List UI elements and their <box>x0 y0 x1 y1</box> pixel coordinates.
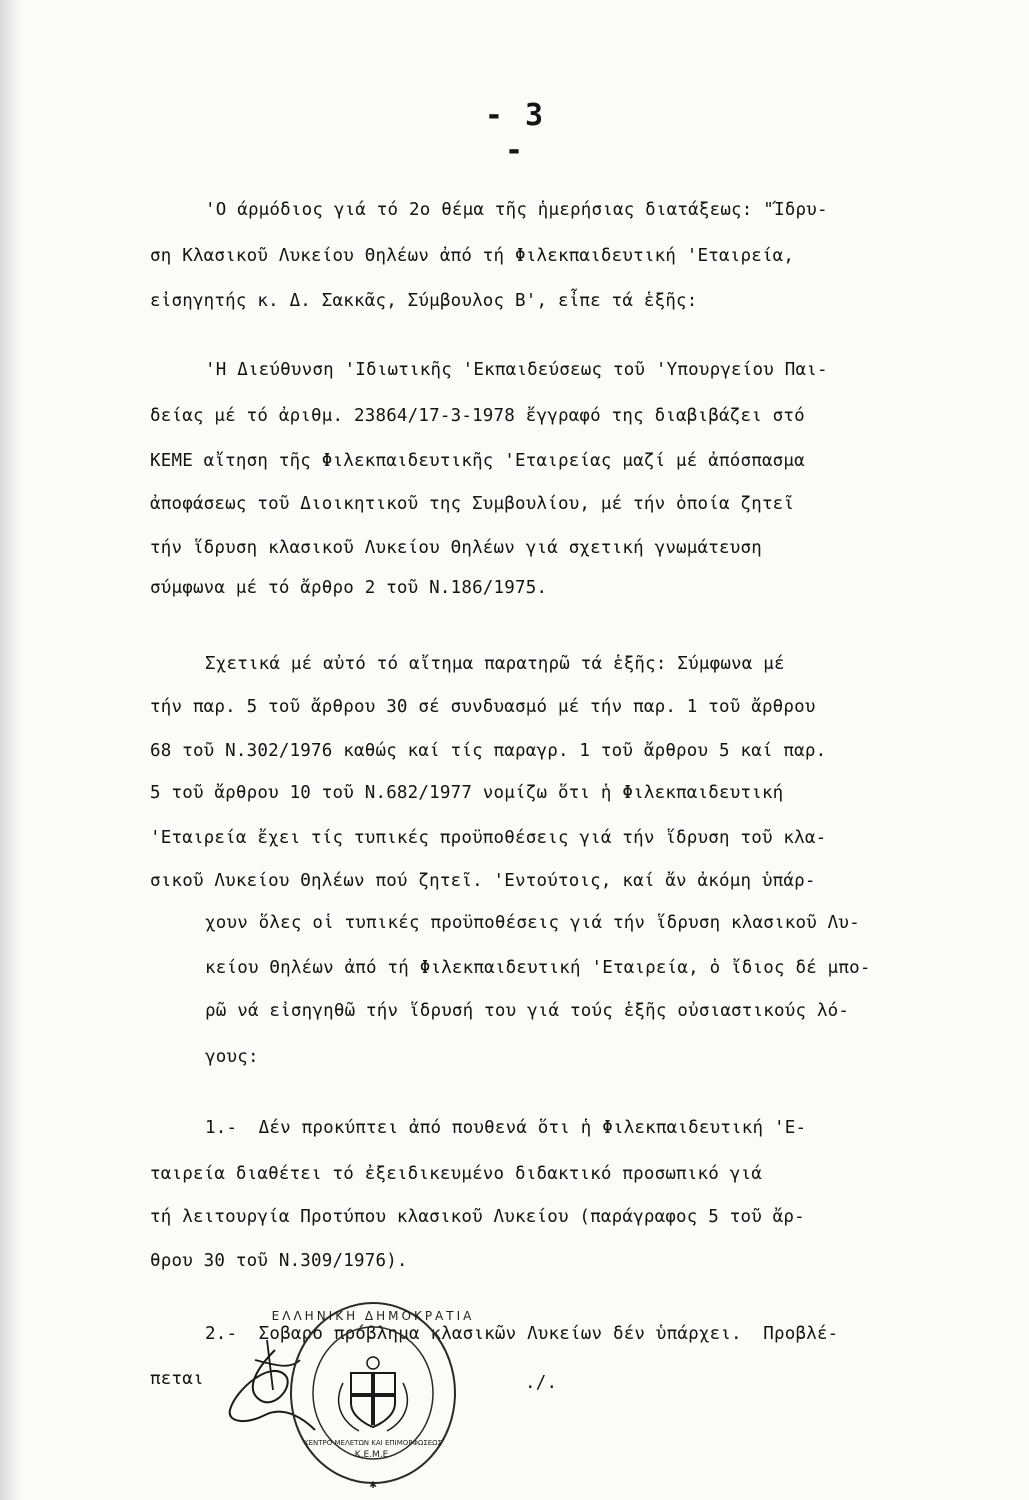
para2-line-9: ρῶ νά εἰσηγηθῶ τήν ἵδρυσή του γιά τούς ἑξῆς οὐσιαστικούς λό- <box>205 1001 850 1021</box>
official-seal-icon <box>271 1295 475 1491</box>
para1-line-1: 'Η Διεύθυνση 'Ιδιωτικῆς 'Εκπαιδεύσεως τοῦ 'Υπουργείου Παι- <box>205 360 828 380</box>
point2-line-2: πεται <box>150 1369 204 1389</box>
seal-inner-text: ΚΕΝΤΡΟ ΜΕΛΕΤΩΝ ΚΑΙ ΕΠΙΜΟΡΦΩΣΕΩΣ <box>304 1439 442 1447</box>
seal-abbrev: Κ.Ε.Μ.Ε. <box>354 1450 392 1460</box>
para2-line-3: 68 τοῦ Ν.302/1976 καθώς καί τίς παραγρ. 1 τοῦ ἄρθρου 5 καί παρ. <box>150 741 827 761</box>
point1-line-3: τή λειτουργία Προτύπου κλασικοῦ Λυκείου (παράγραφος 5 τοῦ ἄρ- <box>150 1207 805 1227</box>
para2-line-5: 'Εταιρεία ἔχει τίς τυπικές προϋποθέσεις γιά τήν ἵδρυση τοῦ κλα- <box>150 828 827 848</box>
seal-outer-text: ΕΛΛΗΝΙΚΗ ΔΗΜΟΚΡΑΤΙΑ <box>271 1309 475 1323</box>
para2-line-8: κείου Θηλέων ἀπό τή Φιλεκπαιδευτική 'Εταιρεία, ὁ ἴδιος δέ μπο- <box>205 958 871 978</box>
para1-line-2: δείας μέ τό ἀριθμ. 23864/17-3-1978 ἔγγραφό της διαβιβάζει στό <box>150 406 805 426</box>
para2-line-4: 5 τοῦ ἄρθρου 10 τοῦ Ν.682/1977 νομίζω ὅτι ἡ Φιλεκπαιδευτική <box>150 783 784 803</box>
intro-line-1: 'Ο άρμόδιος γιά τό 2ο θέμα τῆς ἡμερήσιας διατάξεως: "Ίδρυ- <box>205 200 828 220</box>
para2-line-1: Σχετικά μέ αὐτό τό αἴτημα παρατηρῶ τά ἑξῆς: Σύμφωνα μέ <box>205 654 785 674</box>
intro-line-2: ση Κλασικοῦ Λυκείου Θηλέων ἀπό τή Φιλεκπαιδευτική 'Εταιρεία, <box>150 246 795 266</box>
para2-line-2: τήν παρ. 5 τοῦ ἄρθρου 30 σέ συνδυασμό μέ τήν παρ. 1 τοῦ ἄρθρου <box>150 697 816 717</box>
para2-line-10: γους: <box>205 1047 259 1067</box>
continuation-mark: ./. <box>525 1373 558 1393</box>
para1-line-4: ἀποφάσεως τοῦ Διοικητικοῦ της Συμβουλίου, μέ τήν ὁποία ζητεῖ <box>150 494 795 514</box>
point1-line-1: 1.- Δέν προκύπτει ἀπό πουθενά ὅτι ἡ Φιλεκπαιδευτική 'Ε- <box>205 1118 807 1138</box>
intro-line-3: εἰσηγητής κ. Δ. Σακκᾶς, Σύμβουλος Β', εἶπε τά ἑξῆς: <box>150 291 698 311</box>
para2-line-7: χουν ὅλες οἱ τυπικές προϋποθέσεις γιά τήν ἵδρυση κλασικοῦ Λυ- <box>205 913 860 933</box>
para1-line-6: σύμφωνα μέ τό ἄρθρο 2 τοῦ Ν.186/1975. <box>150 578 548 598</box>
point1-line-2: ταιρεία διαθέτει τό ἐξειδικευμένο διδακτικό προσωπικό γιά <box>150 1164 762 1184</box>
scan-edge <box>0 0 22 1500</box>
para2-line-6: σικοῦ Λυκείου Θηλέων πού ζητεῖ. 'Εντούτοις, καί ἄν ἀκόμη ὑπάρ- <box>150 871 816 891</box>
point1-line-4: θρου 30 τοῦ Ν.309/1976). <box>150 1251 408 1271</box>
svg-text:✱: ✱ <box>369 1477 377 1491</box>
para1-line-5: τήν ἵδρυση κλασικοῦ Λυκείου Θηλέων γιά σχετική γνωμάτευση <box>150 538 762 558</box>
page-number: - 3 - <box>484 98 546 168</box>
point2-line-1: 2.- Σοβαρό πρόβλημα κλασικῶν Λυκείων δέν ὑπάρχει. Προβλέ- <box>205 1324 839 1344</box>
para1-line-3: ΚΕΜΕ αἴτηση τῆς Φιλεκπαιδευτικῆς 'Εταιρείας μαζί μέ ἀπόσπασμα <box>150 451 805 471</box>
